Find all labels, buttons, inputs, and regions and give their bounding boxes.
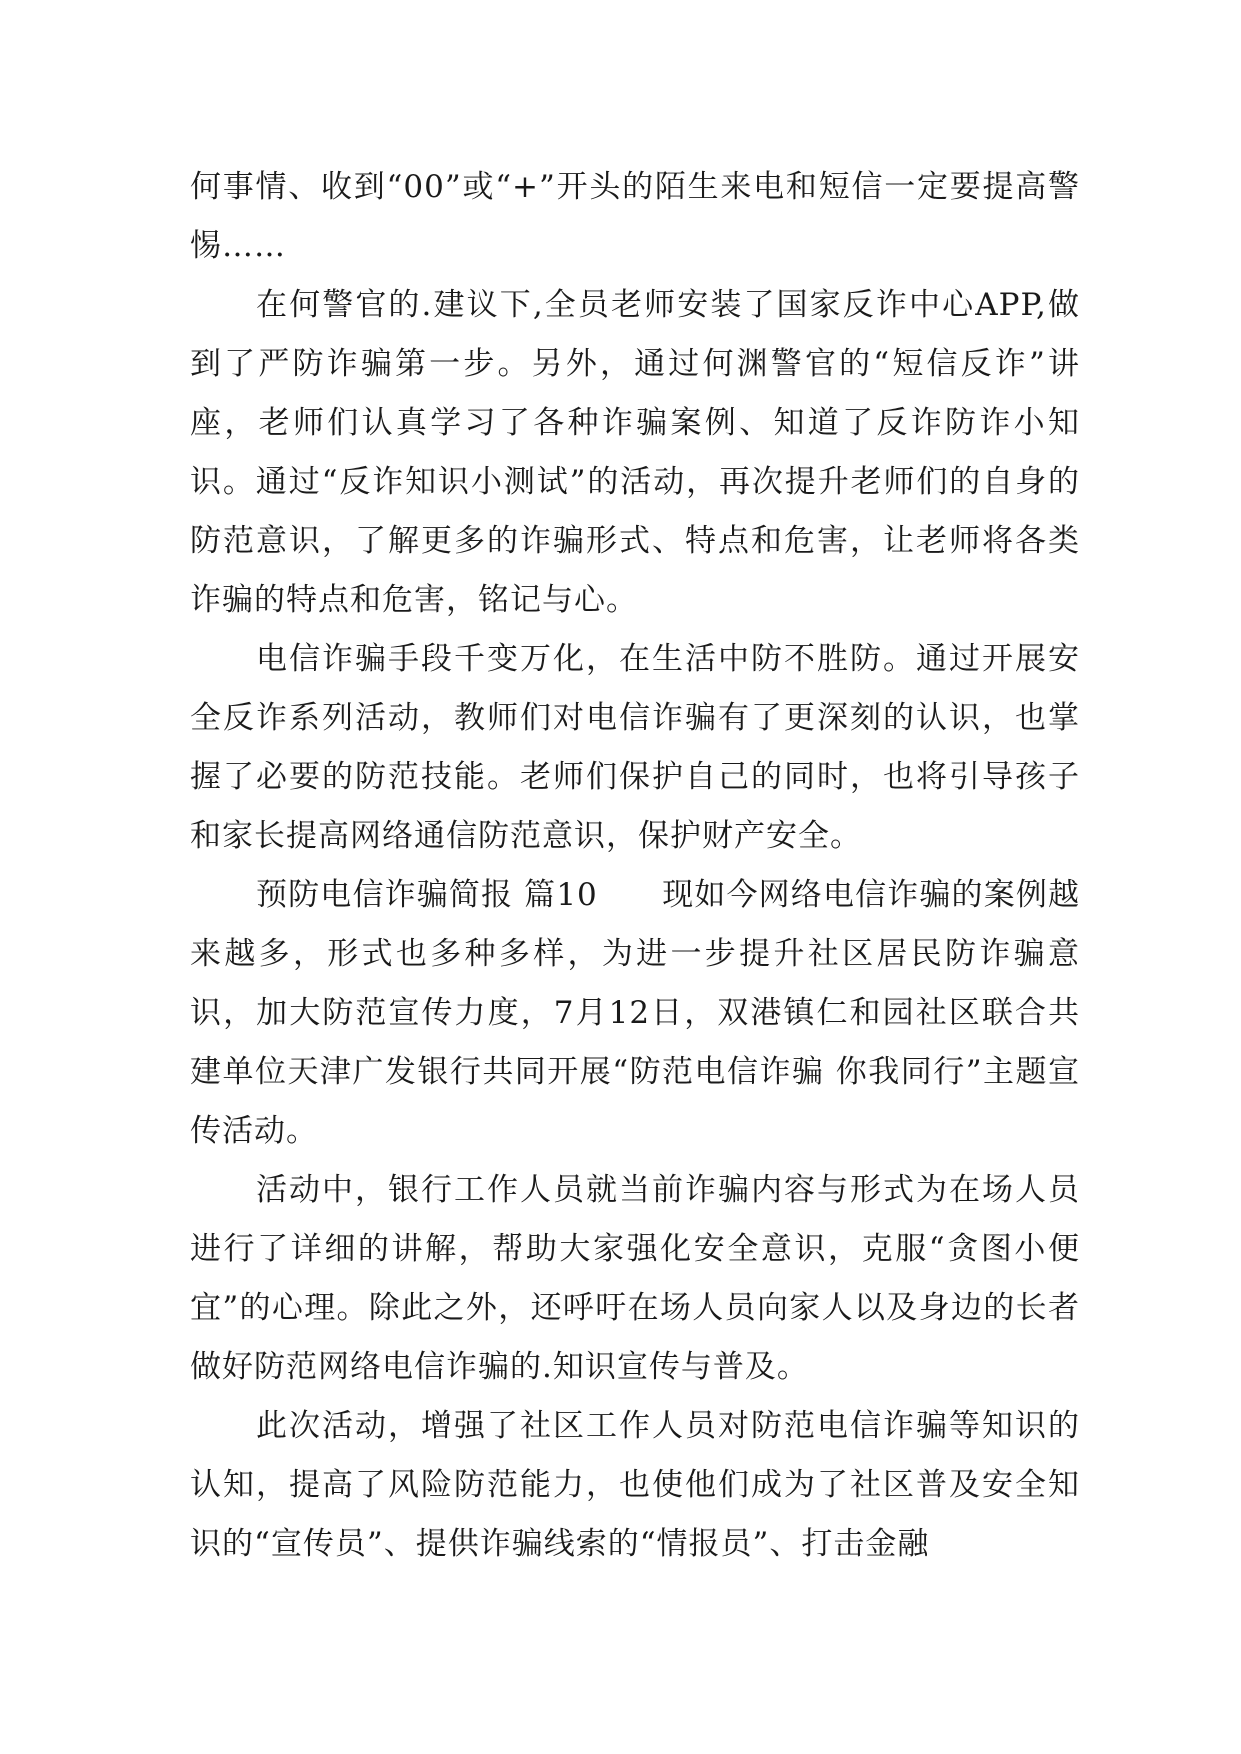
paragraph-5: 活动中，银行工作人员就当前诈骗内容与形式为在场人员进行了详细的讲解，帮助大家强化安全意识，克服“贪图小便宜”的心理。除此之外，还呼吁在场人员向家人以及身边的长者做好防范网络电信诈骗的.知识宣传与普及。 (190, 1172, 1080, 1385)
paragraph-2: 在何警官的.建议下,全员老师安装了国家反诈中心APP,做到了严防诈骗第一步。另外，通过何渊警官的“短信反诈”讲座，老师们认真学习了各种诈骗案例、知道了反诈防诈小知识。通过“反诈知识小测试”的活动，再次提升老师们的自身的防范意识，了解更多的诈骗形式、特点和危害，让老师将各类诈骗的特点和危害，铭记与心。 (190, 287, 1080, 618)
paragraph-1: 何事情、收到“00”或“+”开头的陌生来电和短信一定要提高警惕…… (190, 169, 1080, 264)
paragraph-6: 此次活动，增强了社区工作人员对防范电信诈骗等知识的认知，提高了风险防范能力，也使他们成为了社区普及安全知识的“宣传员”、提供诈骗线索的“情报员”、打击金融 (190, 1408, 1080, 1562)
paragraph-3: 电信诈骗手段千变万化，在生活中防不胜防。通过开展安全反诈系列活动，教师们对电信诈骗有了更深刻的认识，也掌握了必要的防范技能。老师们保护自己的同时，也将引导孩子和家长提高网络通信防范意识，保护财产安全。 (190, 641, 1080, 854)
paragraph-4: 预防电信诈骗简报 篇10 现如今网络电信诈骗的案例越来越多，形式也多种多样，为进一步提升社区居民防诈骗意识，加大防范宣传力度，7月12日，双港镇仁和园社区联合共建单位天津广发银行共同开展“防范电信诈骗 你我同行”主题宣传活动。 (190, 877, 1080, 1149)
document-body (190, 158, 1080, 1574)
